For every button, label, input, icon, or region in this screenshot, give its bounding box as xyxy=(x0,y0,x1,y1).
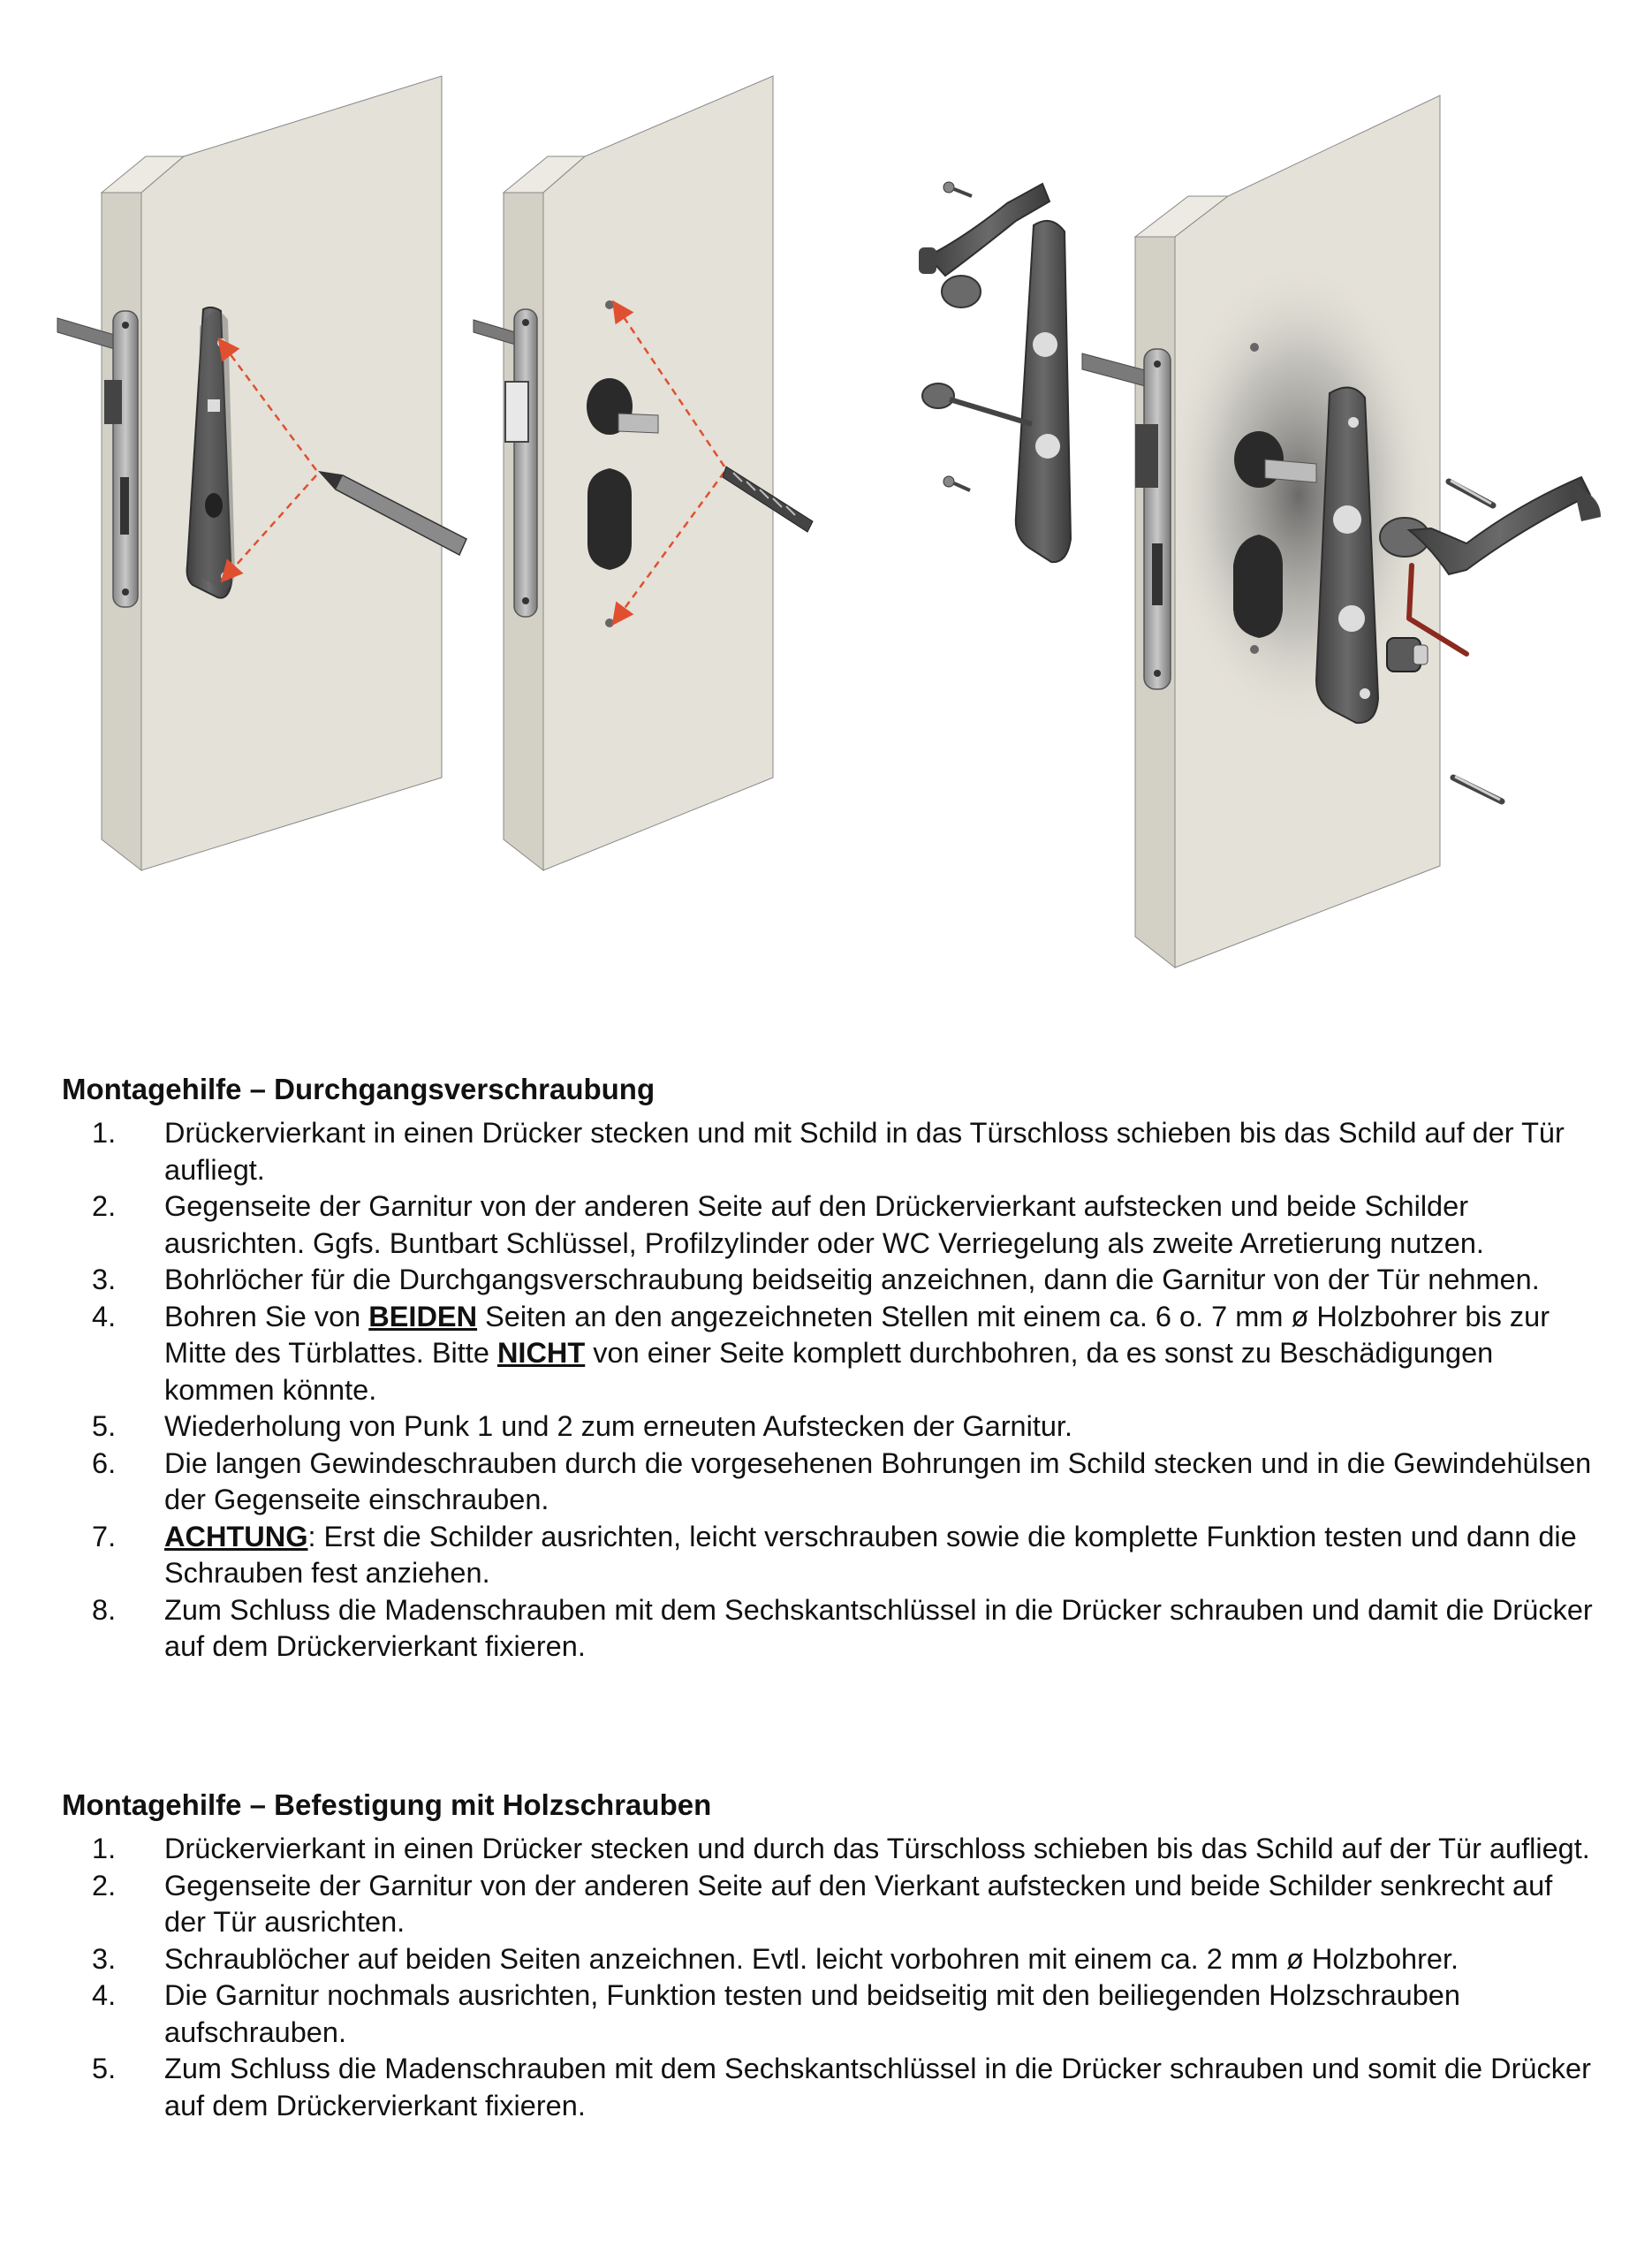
step-text: Drückervierkant in einen Drücker stecken und mit Schild in das Türschloss schieben bis das Schild auf der Tür aufliegt. xyxy=(164,1117,1565,1186)
step-number: 7. xyxy=(92,1520,117,1552)
list-item xyxy=(62,1408,1599,1446)
door-step-2 xyxy=(474,76,813,870)
section-holzschrauben xyxy=(62,1785,1599,2124)
list-item xyxy=(62,1188,1599,1262)
list-item xyxy=(62,1592,1599,1666)
step-number: 5. xyxy=(92,2053,117,2084)
list-item xyxy=(62,1115,1599,1188)
list-item xyxy=(62,1519,1599,1592)
step-text: Wiederholung von Punk 1 und 2 zum erneuten Aufstecken der Garnitur. xyxy=(164,1410,1072,1442)
instruction-list xyxy=(62,1831,1599,2124)
step-number: 6. xyxy=(92,1446,117,1479)
emphasis-beiden: BEIDEN xyxy=(368,1300,478,1332)
step-text: Gegenseite der Garnitur von der anderen Seite auf den Drückervierkant aufstecken und beide Schilder ausrichten. Ggfs. Buntbart Schlüssel, Profilzylinder oder WC Verriegelung als zweite Arretierung nutzen. xyxy=(164,1190,1484,1259)
back-plate xyxy=(1016,221,1071,562)
list-item xyxy=(62,1941,1599,1978)
list-item xyxy=(62,1299,1599,1409)
lock-faceplate xyxy=(113,311,138,607)
lock-faceplate xyxy=(514,309,537,617)
step-number: 3. xyxy=(92,1942,117,1975)
step-text: Gegenseite der Garnitur von der anderen Seite auf den Vierkant aufstecken und beide Schilder senkrecht auf der Tür ausrichten. xyxy=(164,1869,1553,1938)
door-step-3 xyxy=(919,95,1601,968)
emphasis-achtung: ACHTUNG xyxy=(164,1520,308,1552)
step-text-part: Seiten an den angezeichneten Stellen mit einem ca. 6 o. 7 mm ø Holzbohrer bis zur Mitte des Türblattes. Bitte xyxy=(164,1300,1550,1369)
wood-screw xyxy=(1449,481,1493,505)
list-item xyxy=(62,2051,1599,2124)
step-number: 1. xyxy=(92,1117,117,1149)
assembly-illustration xyxy=(0,0,1652,998)
step-number: 2. xyxy=(92,1869,117,1901)
step-text: Schraublöcher auf beiden Seiten anzeichnen. Evtl. leicht vorbohren mit einem ca. 2 mm ø Holzbohrer. xyxy=(164,1942,1459,1975)
step-text: Die Garnitur nochmals ausrichten, Funktion testen und beidseitig mit den beiliegenden Holzschrauben aufschrauben. xyxy=(164,1979,1460,2048)
list-item xyxy=(62,1831,1599,1868)
step-number: 8. xyxy=(92,1593,117,1626)
step-text-part: : Erst die Schilder ausrichten, leicht verschrauben sowie die komplette Funktion testen und dann die Schrauben fest anziehen. xyxy=(164,1520,1577,1589)
cylinder-hole xyxy=(587,468,632,570)
door-step-1 xyxy=(57,76,466,870)
list-item xyxy=(62,1262,1599,1299)
wood-screw xyxy=(1453,777,1502,801)
step-number: 2. xyxy=(92,1190,117,1222)
step-text: Zum Schluss die Madenschrauben mit dem Sechskantschlüssel in die Drücker schrauben und somit die Drücker auf dem Drückervierkant fixieren. xyxy=(164,2053,1591,2122)
step-number: 1. xyxy=(92,1833,117,1864)
section-title: Montagehilfe – Durchgangsverschraubung xyxy=(62,1073,655,1105)
list-item xyxy=(62,1868,1599,1941)
step-text-part: Bohren Sie von xyxy=(164,1300,369,1332)
list-item xyxy=(62,1446,1599,1519)
threaded-bolt xyxy=(922,383,1032,424)
step-text: Zum Schluss die Madenschrauben mit dem Sechskantschlüssel in die Drücker schrauben und damit die Drücker auf dem Drückervierkant fixieren. xyxy=(164,1593,1593,1662)
step-number: 3. xyxy=(92,1264,117,1295)
small-screw xyxy=(943,182,972,196)
step-number: 4. xyxy=(92,1300,117,1332)
step-number: 5. xyxy=(92,1410,117,1442)
lock-faceplate xyxy=(1144,349,1171,689)
emphasis-nicht: NICHT xyxy=(496,1337,586,1369)
small-screw xyxy=(943,476,970,490)
step-text: Die langen Gewindeschrauben durch die vorgesehenen Bohrungen im Schild stecken und in die Gewindehülsen der Gegenseite einschrauben. xyxy=(164,1446,1592,1515)
section-durchgangsverschraubung xyxy=(62,1069,1599,1666)
list-item xyxy=(62,1977,1599,2051)
step-text: Bohrlöcher für die Durchgangsverschraubung beidseitig anzeichnen, dann die Garnitur von der Tür nehmen. xyxy=(164,1264,1540,1295)
instruction-list xyxy=(62,1115,1599,1666)
section-title: Montagehilfe – Befestigung mit Holzschrauben xyxy=(62,1788,712,1821)
step-text-part: von einer Seite komplett durchbohren, da es sonst zu Beschädigungen kommen könnte. xyxy=(164,1337,1494,1406)
step-text: Drückervierkant in einen Drücker stecken und durch das Türschloss schieben bis das Schild auf der Tür aufliegt. xyxy=(164,1833,1590,1864)
step-number: 4. xyxy=(92,1979,117,2011)
